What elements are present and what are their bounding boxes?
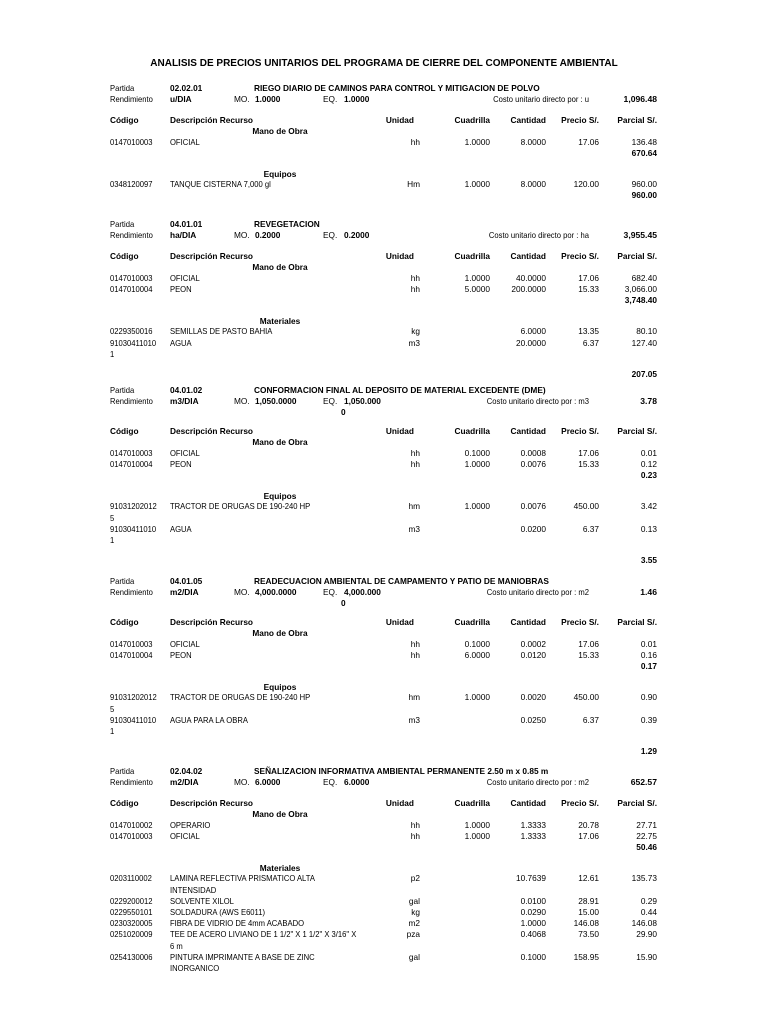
item-unit: kg [411, 326, 420, 337]
item-description: LAMINA REFLECTIVA PRISMATICO ALTA [170, 873, 315, 884]
group-subtotal: 0.17 [640, 660, 657, 671]
item-description: TANQUE CISTERNA 7,000 gl [170, 179, 271, 190]
item-precio: 12.61 [578, 873, 599, 884]
costo-unitario-value: 652.57 [630, 777, 657, 787]
item-precio: 17.06 [578, 638, 599, 649]
mo-value: 1.0000 [255, 94, 281, 104]
col-parcial: Parcial S/. [617, 426, 657, 436]
item-precio: 450.00 [573, 692, 599, 703]
item-code: 0251020009 [110, 929, 153, 940]
item-cantidad: 1.3333 [520, 819, 546, 830]
item-cantidad: 8.0000 [520, 179, 546, 190]
rendimiento-unit: ha/DIA [170, 230, 197, 240]
item-parcial: 135.73 [631, 873, 657, 884]
item-code: 0147010003 [110, 136, 153, 147]
item-parcial: 3.42 [640, 501, 657, 512]
col-unidad: Unidad [385, 617, 414, 627]
eq-value-cont: 0 [341, 598, 346, 608]
item-precio: 15.33 [578, 283, 599, 294]
col-cantidad: Cantidad [510, 426, 546, 436]
item-cantidad: 0.0002 [520, 638, 546, 649]
col-descripcion: Descripción Recurso [170, 798, 253, 808]
item-parcial: 27.71 [636, 819, 657, 830]
item-description-cont: INORGANICO [170, 963, 220, 973]
col-precio: Precio S/. [561, 251, 599, 261]
col-cuadrilla: Cuadrilla [454, 617, 490, 627]
mo-label: MO. [234, 777, 250, 787]
col-cuadrilla: Cuadrilla [454, 251, 490, 261]
col-parcial: Parcial S/. [617, 617, 657, 627]
partida-label: Partida [110, 576, 135, 586]
item-parcial: 0.39 [640, 714, 657, 725]
eq-label: EQ. [323, 777, 338, 787]
item-code: 0348120097 [110, 179, 153, 190]
item-unit: hh [410, 819, 420, 830]
mo-value: 1,050.0000 [255, 396, 297, 406]
group-subtotal: 0.23 [640, 469, 657, 480]
rendimiento-unit: m2/DIA [170, 777, 199, 787]
item-cuadrilla: 1.0000 [464, 272, 490, 283]
item-cantidad: 0.0100 [520, 895, 546, 906]
item-precio: 20.78 [578, 819, 599, 830]
item-parcial: 22.75 [636, 830, 657, 841]
item-description: AGUA [170, 337, 192, 348]
item-unit: pza [406, 929, 420, 940]
item-parcial: 0.44 [640, 907, 657, 917]
costo-unitario-label: Costo unitario directo por : m2 [486, 587, 589, 597]
item-description: TRACTOR DE ORUGAS DE 190-240 HP [170, 692, 311, 703]
rendimiento-unit: u/DIA [170, 94, 192, 104]
item-cantidad: 0.0290 [520, 907, 546, 917]
group-heading: Materiales [259, 862, 301, 873]
item-parcial: 0.01 [640, 447, 657, 458]
rendimiento-unit: m3/DIA [170, 396, 199, 406]
col-descripcion: Descripción Recurso [170, 617, 253, 627]
item-code: 91030411010 [110, 337, 157, 348]
col-parcial: Parcial S/. [617, 115, 657, 125]
item-unit: m3 [408, 337, 420, 348]
mo-value: 0.2000 [255, 230, 281, 240]
rendimiento-label: Rendimiento [110, 587, 153, 597]
rendimiento-label: Rendimiento [110, 230, 153, 240]
item-code: 0229550101 [110, 907, 153, 917]
col-codigo: Código [110, 617, 139, 627]
item-cuadrilla: 1.0000 [464, 692, 490, 703]
item-unit: m3 [408, 714, 420, 725]
eq-value: 1.0000 [344, 94, 370, 104]
col-parcial: Parcial S/. [617, 251, 657, 261]
costo-unitario-label: Costo unitario directo por : ha [488, 230, 589, 240]
eq-label: EQ. [323, 587, 338, 597]
col-descripcion: Descripción Recurso [170, 115, 253, 125]
costo-unitario-label: Costo unitario directo por : m3 [486, 396, 589, 406]
item-code: 0147010004 [110, 649, 153, 660]
section-total: 207.05 [631, 369, 657, 379]
item-cuadrilla: 1.0000 [464, 136, 490, 147]
item-cantidad: 0.4068 [520, 929, 546, 940]
mo-label: MO. [234, 230, 250, 240]
item-unit: p2 [410, 873, 420, 884]
costo-unitario-value: 3.78 [640, 396, 657, 406]
mo-label: MO. [234, 587, 250, 597]
col-codigo: Código [110, 798, 139, 808]
col-cantidad: Cantidad [510, 798, 546, 808]
item-cantidad: 0.0076 [520, 458, 546, 469]
item-unit: hh [410, 830, 420, 841]
costo-unitario-value: 3,955.45 [623, 230, 657, 240]
item-parcial: 29.90 [636, 929, 657, 940]
item-code: 0147010003 [110, 272, 153, 283]
item-precio: 17.06 [578, 830, 599, 841]
item-precio: 13.35 [578, 326, 599, 337]
item-description: TEE DE ACERO LIVIANO DE 1 1/2" X 1 1/2" X 3/16" X [170, 929, 357, 940]
item-cuadrilla: 5.0000 [464, 283, 490, 294]
col-descripcion: Descripción Recurso [170, 251, 253, 261]
item-precio: 15.33 [578, 649, 599, 660]
item-cuadrilla: 1.0000 [464, 458, 490, 469]
item-precio: 15.33 [578, 458, 599, 469]
mo-label: MO. [234, 94, 250, 104]
item-cantidad: 40.0000 [516, 272, 546, 283]
col-cuadrilla: Cuadrilla [454, 115, 490, 125]
item-precio: 15.00 [578, 907, 599, 917]
eq-value-cont: 0 [341, 407, 346, 417]
rendimiento-label: Rendimiento [110, 94, 153, 104]
item-description: OFICIAL [170, 447, 200, 458]
costo-unitario-label: Costo unitario directo por : m2 [486, 777, 589, 787]
section-total: 3.55 [640, 555, 657, 566]
col-cuadrilla: Cuadrilla [454, 798, 490, 808]
item-cantidad: 1.0000 [520, 918, 546, 929]
item-code: 0147010004 [110, 458, 153, 469]
item-description-cont: 6 m [170, 940, 183, 951]
item-description: AGUA [170, 523, 192, 534]
group-heading: Equipos [263, 681, 297, 692]
partida-label: Partida [110, 766, 135, 776]
col-cantidad: Cantidad [510, 251, 546, 261]
item-description: OFICIAL [170, 638, 200, 649]
item-parcial: 80.10 [636, 326, 657, 337]
item-parcial: 0.01 [640, 638, 657, 649]
item-cuadrilla: 0.1000 [464, 638, 490, 649]
item-cuadrilla: 1.0000 [464, 179, 490, 190]
item-cantidad: 0.0250 [520, 714, 546, 725]
item-description: SEMILLAS DE PASTO BAHIA [170, 326, 273, 337]
item-code: 0203110002 [110, 873, 152, 884]
item-parcial: 0.12 [640, 458, 657, 469]
group-subtotal: 960.00 [631, 190, 657, 201]
item-precio: 120.00 [573, 179, 599, 190]
item-description: OPERARIO [170, 819, 211, 830]
col-cantidad: Cantidad [510, 617, 546, 627]
col-unidad: Unidad [385, 115, 414, 125]
item-parcial: 0.29 [640, 895, 657, 906]
col-cuadrilla: Cuadrilla [454, 426, 490, 436]
item-description: PEON [170, 649, 192, 660]
item-description: TRACTOR DE ORUGAS DE 190-240 HP [170, 501, 311, 512]
item-parcial: 15.90 [636, 951, 657, 962]
partida-name: READECUACION AMBIENTAL DE CAMPAMENTO Y PATIO DE MANIOBRAS [254, 576, 549, 586]
group-heading: Mano de Obra [252, 809, 308, 819]
item-code: 91031202012 [110, 501, 157, 512]
item-description: SOLDADURA (AWS E6011) [170, 907, 266, 917]
group-heading: Equipos [263, 168, 297, 179]
partida-label: Partida [110, 219, 135, 229]
item-precio: 28.91 [578, 895, 599, 906]
item-cuadrilla: 0.1000 [464, 447, 490, 458]
col-cantidad: Cantidad [510, 115, 546, 125]
partida-name: RIEGO DIARIO DE CAMINOS PARA CONTROL Y MITIGACION DE POLVO [254, 83, 540, 93]
group-heading: Mano de Obra [252, 126, 308, 136]
partida-code: 02.04.02 [170, 766, 203, 776]
item-parcial: 127.40 [631, 337, 657, 348]
item-precio: 17.06 [578, 136, 599, 147]
col-unidad: Unidad [385, 426, 414, 436]
col-codigo: Código [110, 115, 139, 125]
group-subtotal: 670.64 [631, 147, 657, 158]
eq-value: 0.2000 [344, 230, 370, 240]
partida-label: Partida [110, 83, 135, 93]
item-unit: hh [410, 272, 420, 283]
rendimiento-unit: m2/DIA [170, 587, 199, 597]
item-unit: hm [408, 692, 420, 703]
item-unit: hh [410, 458, 420, 469]
item-precio: 6.37 [582, 523, 599, 534]
item-cuadrilla: 1.0000 [464, 830, 490, 841]
partida-code: 04.01.01 [170, 219, 203, 229]
item-code: 0147010004 [110, 283, 153, 294]
item-unit: gal [408, 895, 420, 906]
item-cuadrilla: 1.0000 [464, 501, 490, 512]
mo-label: MO. [234, 396, 250, 406]
item-cantidad: 8.0000 [520, 136, 546, 147]
item-unit: hh [410, 136, 420, 147]
item-code: 91030411010 [110, 714, 157, 725]
item-code-cont: 5 [110, 703, 115, 714]
item-code: 0147010003 [110, 447, 153, 458]
col-descripcion: Descripción Recurso [170, 426, 253, 436]
item-unit: hh [410, 638, 420, 649]
item-parcial: 146.08 [631, 918, 657, 929]
item-description: PEON [170, 458, 192, 469]
section-total: 1.29 [640, 746, 657, 757]
item-unit: gal [408, 951, 420, 962]
item-cuadrilla: 1.0000 [464, 819, 490, 830]
item-code: 0254130006 [110, 951, 153, 962]
mo-value: 6.0000 [255, 777, 281, 787]
item-code: 0230320005 [110, 918, 153, 929]
item-precio: 6.37 [582, 714, 599, 725]
item-description: PEON [170, 283, 192, 294]
partida-code: 04.01.05 [170, 576, 203, 586]
item-unit: m3 [408, 523, 420, 534]
item-parcial: 0.13 [640, 523, 657, 534]
item-description: SOLVENTE XILOL [170, 895, 234, 906]
costo-unitario-value: 1.46 [640, 587, 657, 597]
item-description: FIBRA DE VIDRIO DE 4mm ACABADO [170, 918, 305, 929]
item-parcial: 0.90 [640, 692, 657, 703]
page-title: ANALISIS DE PRECIOS UNITARIOS DEL PROGRAMA DE CIERRE DEL COMPONENTE AMBIENTAL [150, 58, 618, 69]
item-code-cont: 1 [110, 348, 115, 359]
item-precio: 17.06 [578, 447, 599, 458]
partida-code: 04.01.02 [170, 385, 203, 395]
partida-label: Partida [110, 385, 135, 395]
eq-label: EQ. [323, 396, 338, 406]
item-description: OFICIAL [170, 136, 200, 147]
item-unit: hh [410, 649, 420, 660]
group-heading: Materiales [259, 315, 301, 326]
item-cantidad: 0.0200 [520, 523, 546, 534]
item-cantidad: 0.0020 [520, 692, 546, 703]
item-cantidad: 0.1000 [520, 951, 546, 962]
item-precio: 450.00 [573, 501, 599, 512]
item-cantidad: 0.0076 [520, 501, 546, 512]
item-unit: m2 [408, 918, 420, 929]
item-description: AGUA PARA LA OBRA [170, 714, 248, 725]
item-precio: 146.08 [573, 918, 599, 929]
costo-unitario-label: Costo unitario directo por : u [493, 94, 589, 104]
item-cantidad: 20.0000 [516, 337, 546, 348]
col-precio: Precio S/. [561, 798, 599, 808]
group-heading: Mano de Obra [252, 262, 308, 272]
col-codigo: Código [110, 426, 139, 436]
item-cantidad: 1.3333 [520, 830, 546, 841]
item-cantidad: 200.0000 [511, 283, 546, 294]
item-parcial: 960.00 [631, 179, 657, 190]
col-precio: Precio S/. [561, 426, 599, 436]
col-precio: Precio S/. [561, 115, 599, 125]
item-precio: 73.50 [578, 929, 599, 940]
mo-value: 4,000.0000 [255, 587, 297, 597]
item-unit: hh [410, 447, 420, 458]
rendimiento-label: Rendimiento [110, 396, 153, 406]
item-code: 0229200012 [110, 895, 153, 906]
item-unit: Hm [407, 179, 420, 190]
col-precio: Precio S/. [561, 617, 599, 627]
item-unit: kg [411, 907, 420, 917]
item-precio: 6.37 [582, 337, 599, 348]
partida-code: 02.02.01 [170, 83, 203, 93]
item-precio: 158.95 [573, 951, 599, 962]
group-heading: Equipos [263, 490, 297, 501]
item-code: 0147010003 [110, 830, 153, 841]
item-precio: 17.06 [578, 272, 599, 283]
item-parcial: 0.16 [640, 649, 657, 660]
item-parcial: 136.48 [631, 136, 657, 147]
item-cuadrilla: 6.0000 [464, 649, 490, 660]
item-description: OFICIAL [170, 830, 200, 841]
item-cantidad: 0.0008 [520, 447, 546, 458]
item-unit: hh [410, 283, 420, 294]
group-heading: Mano de Obra [252, 628, 308, 638]
item-description: PINTURA IMPRIMANTE A BASE DE ZINC [170, 951, 315, 962]
item-code: 0147010002 [110, 819, 153, 830]
rendimiento-label: Rendimiento [110, 777, 153, 787]
item-parcial: 682.40 [631, 272, 657, 283]
item-code-cont: 5 [110, 512, 115, 523]
eq-label: EQ. [323, 230, 338, 240]
item-description: OFICIAL [170, 272, 200, 283]
eq-value: 1,050.000 [344, 396, 381, 406]
group-subtotal: 3,748.40 [624, 294, 657, 305]
item-cantidad: 6.0000 [520, 326, 546, 337]
costo-unitario-value: 1,096.48 [623, 94, 657, 104]
item-code: 0229350016 [110, 326, 153, 337]
item-unit: hm [408, 501, 420, 512]
item-code: 91031202012 [110, 692, 157, 703]
item-cantidad: 0.0120 [520, 649, 546, 660]
item-description-cont: INTENSIDAD [170, 884, 217, 895]
item-code: 0147010003 [110, 638, 153, 649]
item-code: 91030411010 [110, 523, 157, 534]
partida-name: SEÑALIZACION INFORMATIVA AMBIENTAL PERMANENTE 2.50 m x 0.85 m [254, 766, 549, 776]
eq-value: 4,000.000 [344, 587, 381, 597]
item-code-cont: 1 [110, 726, 115, 736]
partida-name: REVEGETACION [254, 219, 320, 229]
item-parcial: 3,066.00 [624, 283, 657, 294]
col-unidad: Unidad [385, 251, 414, 261]
partida-name: CONFORMACION FINAL AL DEPOSITO DE MATERIAL EXCEDENTE (DME) [254, 385, 546, 395]
group-heading: Mano de Obra [252, 437, 308, 447]
group-subtotal: 50.46 [636, 841, 657, 852]
eq-value: 6.0000 [344, 777, 370, 787]
item-cantidad: 10.7639 [516, 873, 546, 884]
col-unidad: Unidad [385, 798, 414, 808]
eq-label: EQ. [323, 94, 338, 104]
col-codigo: Código [110, 251, 139, 261]
col-parcial: Parcial S/. [617, 798, 657, 808]
item-code-cont: 1 [110, 535, 115, 545]
